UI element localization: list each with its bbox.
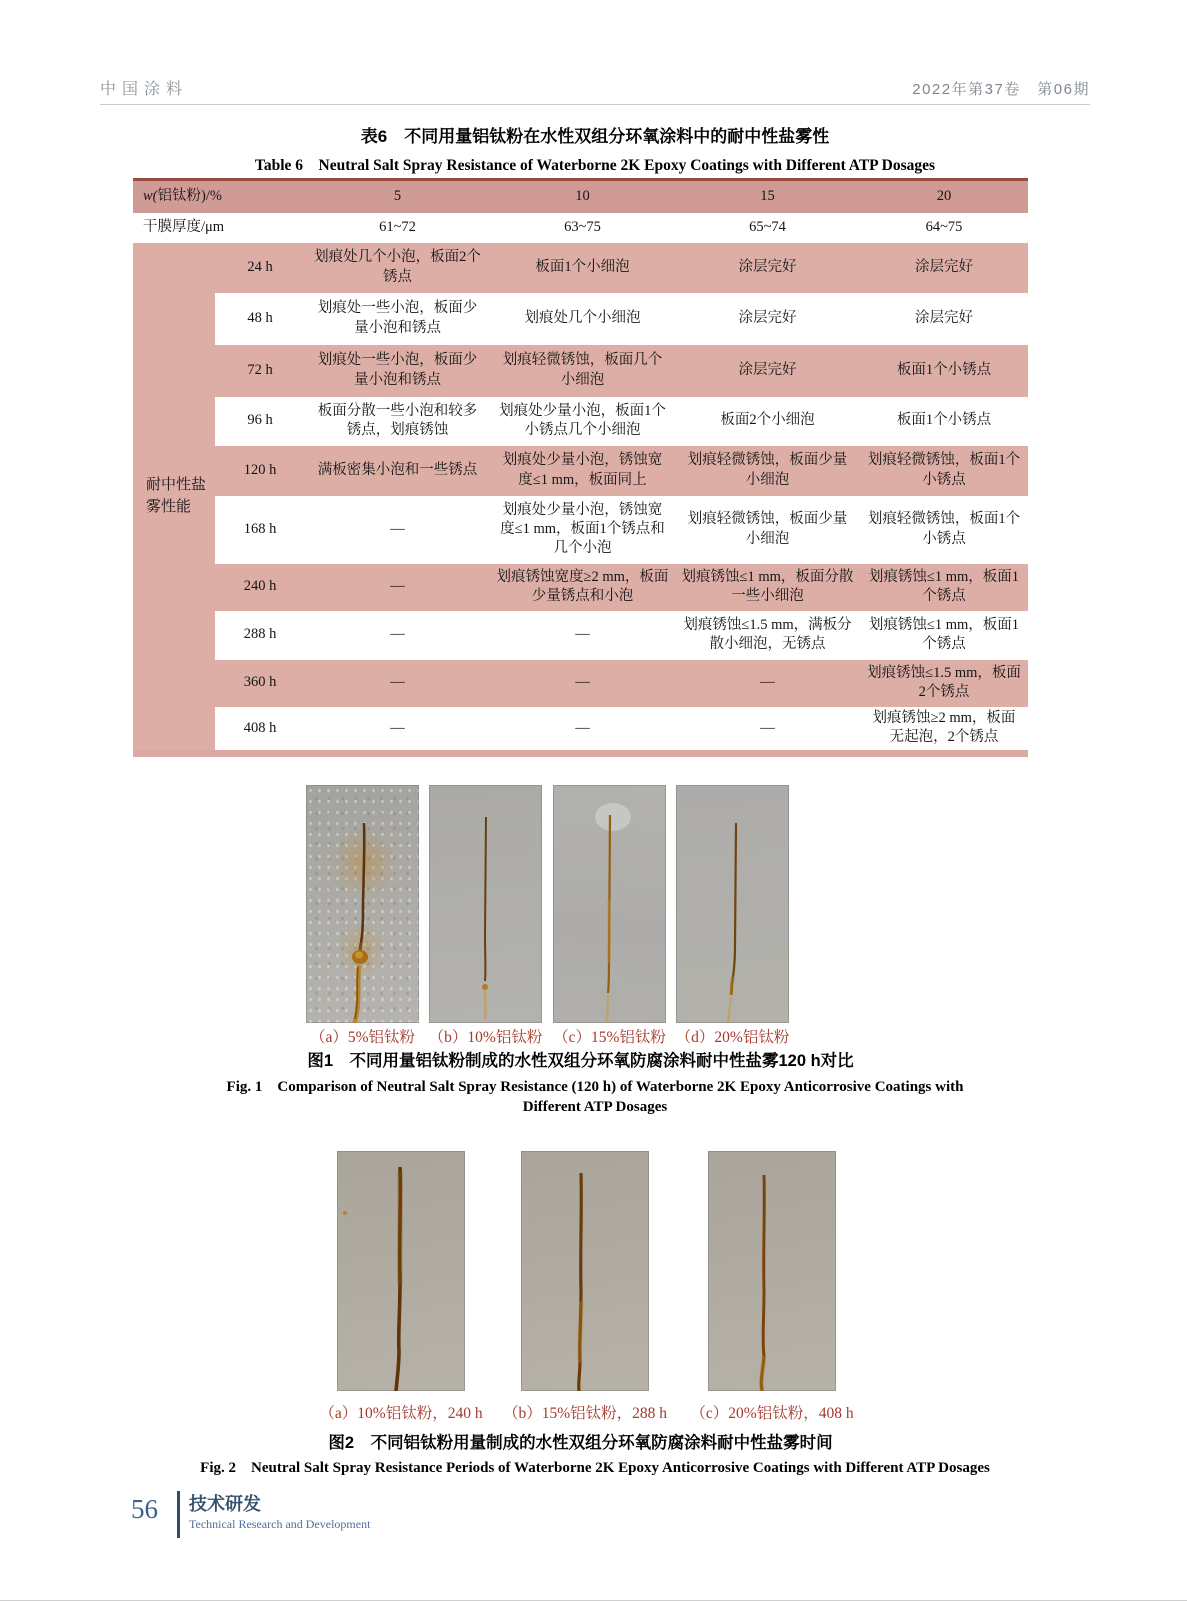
footer-section-en: Technical Research and Development: [189, 1517, 371, 1531]
fig1-caption-c: （c）15%铝钛粉: [553, 1029, 666, 1046]
result-cell: —: [760, 719, 775, 736]
time-cell: 48 h: [247, 309, 273, 326]
fig2-caption-a: （a）10%铝钛粉，240 h: [319, 1405, 483, 1422]
specimen-photo-10pct-240h: [337, 1151, 465, 1391]
result-cell: 划痕轻微锈蚀，板面几个小细泡: [490, 345, 675, 397]
table-title-cn: 表6 不同用量铝钛粉在水性双组分环氧涂料中的耐中性盐雾性: [360, 127, 830, 146]
specimen-photo-15pct-288h: [521, 1151, 649, 1391]
result-cell: —: [305, 660, 490, 707]
time-cell: 120 h: [215, 446, 305, 496]
dosage-header-cell: 10: [490, 180, 675, 213]
result-cell: 涂层完好: [738, 309, 797, 326]
result-cell: 满板密集小泡和一些锈点: [305, 446, 490, 496]
specimen-photo-20pct: [676, 785, 789, 1023]
time-cell: 408 h: [243, 719, 277, 736]
result-cell: —: [390, 520, 405, 537]
thickness-cell: 63~75: [564, 218, 601, 235]
result-cell: 划痕轻微锈蚀，板面1个小锈点: [867, 511, 1021, 547]
result-cell: 划痕锈蚀≥2 mm，板面无起泡，2个锈点: [872, 710, 1016, 746]
specimen-photo-20pct-408h: [708, 1151, 836, 1391]
result-cell: —: [675, 660, 860, 707]
dosage-header-cell: 20: [860, 180, 1028, 213]
fig2-caption-b: （b）15%铝钛粉，288 h: [502, 1405, 668, 1422]
result-cell: 划痕轻微锈蚀，板面1个小锈点: [860, 446, 1028, 496]
specimen-photo-10pct: [429, 785, 542, 1023]
fig2-caption-c: （c）20%铝钛粉，408 h: [690, 1405, 854, 1422]
result-cell: 涂层完好: [675, 345, 860, 397]
time-cell: 24 h: [215, 243, 305, 293]
table-row: [133, 446, 1028, 496]
thickness-cell: 61~72: [379, 218, 416, 235]
result-cell: 划痕锈蚀≤1 mm，板面分散一些小细泡: [675, 564, 860, 611]
specimen-photo-5pct: [306, 785, 419, 1023]
result-cell: 划痕处少量小泡，锈蚀宽度≤1 mm，板面1个锈点和几个小泡: [500, 501, 665, 557]
table-title-block: [100, 122, 1090, 175]
result-cell: 涂层完好: [915, 309, 973, 326]
header-rule: [100, 104, 1090, 105]
fig2-title-en: Fig. 2 Neutral Salt Spray Resistance Periods of Waterborne 2K Epoxy Anticorrosive Coatings with Different ATP Dosages: [200, 1460, 990, 1476]
result-cell: 板面1个小细泡: [490, 243, 675, 293]
result-cell: 板面1个小锈点: [896, 412, 992, 429]
thickness-label: 干膜厚度/μm: [143, 218, 225, 235]
figure-1: [133, 785, 1028, 1135]
result-cell: —: [390, 719, 405, 736]
result-cell: 板面分散一些小泡和较多锈点，划痕锈蚀: [317, 402, 478, 438]
result-cell: —: [575, 626, 590, 643]
footer-section-cn: 技术研发: [189, 1494, 261, 1514]
specimen-photo-15pct: [553, 785, 666, 1023]
time-cell: 72 h: [215, 345, 305, 397]
time-cell: 240 h: [215, 564, 305, 611]
table-title-en: Table 6 Neutral Salt Spray Resistance of Waterborne 2K Epoxy Coatings with Different ATP Dosages: [254, 157, 936, 174]
result-cell: 划痕锈蚀宽度≥2 mm，板面少量锈点和小泡: [490, 564, 675, 611]
issue-info: 2022年第37卷 第06期: [912, 81, 1090, 98]
time-cell: 168 h: [243, 520, 277, 537]
table-row: [133, 496, 1028, 564]
footer-divider: [177, 1491, 180, 1538]
thickness-row: [133, 213, 1028, 243]
result-cell: 划痕处少量小泡，锈蚀宽度≤1 mm，板面同上: [490, 446, 675, 496]
time-cell: 96 h: [247, 412, 273, 429]
fig2-title-cn: 图2 不同铝钛粉用量制成的水性双组分环氧防腐涂料耐中性盐雾时间: [328, 1434, 833, 1452]
result-cell: —: [390, 626, 405, 643]
result-cell: 划痕处几个小泡，板面2个锈点: [305, 243, 490, 293]
result-cell: 板面2个小细泡: [720, 412, 815, 429]
page-number: 56: [131, 1494, 158, 1524]
fig1-title-en-line1: Fig. 1 Comparison of Neutral Salt Spray Resistance (120 h) of Waterborne 2K Epoxy Anticorrosive Coatings with: [226, 1079, 964, 1095]
fig1-caption-b: （b）10%铝钛粉: [428, 1029, 543, 1046]
result-cell: 划痕处一些小泡，板面少量小泡和锈点: [305, 345, 490, 397]
group-label-cell: 耐中性盐雾性能: [133, 243, 215, 754]
table-row: [133, 293, 1028, 345]
time-cell: 360 h: [215, 660, 305, 707]
table-row: [133, 243, 1028, 293]
result-cell: 划痕处少量小泡，板面1个小锈点几个小细泡: [499, 402, 666, 438]
fig1-caption-a: （a）5%铝钛粉: [309, 1029, 416, 1046]
result-cell: 板面1个小锈点: [860, 345, 1028, 397]
thickness-cell: 64~75: [925, 218, 963, 235]
dosage-header-cell: 15: [675, 180, 860, 213]
dosage-header-label: w(铝钛粉)/%: [133, 180, 305, 213]
journal-name: 中国涂料: [100, 81, 189, 98]
result-cell: 涂层完好: [675, 243, 860, 293]
result-cell: —: [575, 719, 590, 736]
result-cell: —: [305, 564, 490, 611]
result-cell: 涂层完好: [860, 243, 1028, 293]
result-cell: 划痕锈蚀≤1 mm，板面1个锈点: [868, 616, 1020, 652]
thickness-cell: 65~74: [749, 218, 786, 235]
result-cell: —: [490, 660, 675, 707]
table-row: [133, 611, 1028, 660]
table-header-row: [133, 180, 1028, 213]
result-cell: 划痕轻微锈蚀，板面少量小细泡: [675, 446, 860, 496]
result-cell: 划痕处一些小泡，板面少量小泡和锈点: [317, 300, 478, 336]
time-cell: 288 h: [243, 626, 277, 643]
result-cell: 划痕轻微锈蚀，板面少量小细泡: [687, 511, 848, 547]
fig1-caption-d: （d）20%铝钛粉: [675, 1029, 790, 1046]
dosage-header-cell: 5: [305, 180, 490, 213]
result-cell: 划痕锈蚀≤1.5 mm，满板分散小细泡，无锈点: [683, 616, 852, 652]
table-row: [133, 564, 1028, 611]
result-cell: 划痕锈蚀≤1 mm，板面1个锈点: [860, 564, 1028, 611]
result-cell: 划痕锈蚀≤1.5 mm，板面2个锈点: [860, 660, 1028, 707]
figure-2: [133, 1151, 1028, 1486]
table-row: [133, 660, 1028, 707]
table-row: [133, 397, 1028, 446]
table-row: [133, 707, 1028, 754]
salt-spray-table: [133, 178, 1028, 757]
fig1-title-en-line2: Different ATP Dosages: [522, 1099, 668, 1115]
table-row: [133, 345, 1028, 397]
result-cell: 划痕处几个小细泡: [524, 309, 641, 326]
fig1-title-cn: 图1 不同用量铝钛粉制成的水性双组分环氧防腐涂料耐中性盐雾120 h对比: [307, 1052, 854, 1070]
